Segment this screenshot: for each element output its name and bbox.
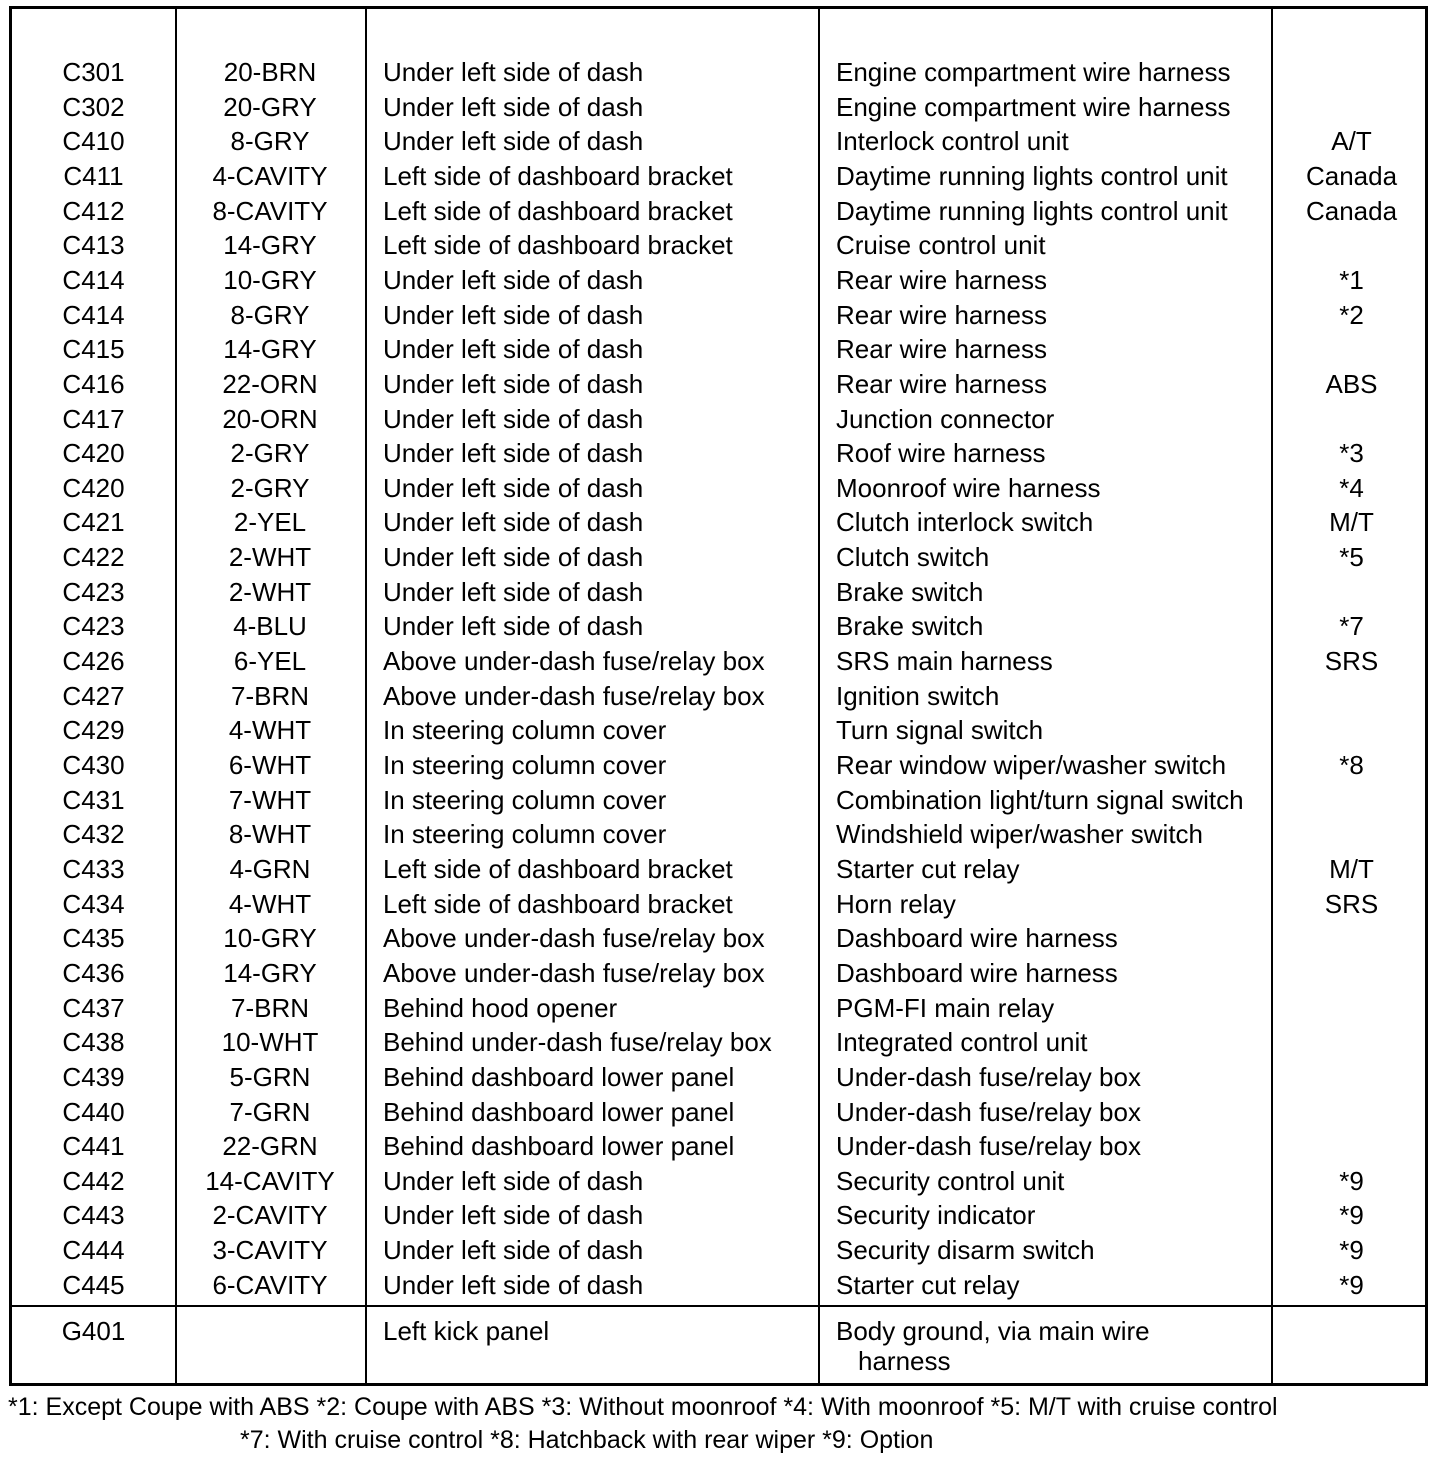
note: *7 [1339, 611, 1364, 641]
location: In steering column cover [383, 819, 667, 849]
connects-to: Turn signal switch [836, 715, 1044, 745]
connects-to: Under-dash fuse/relay box [836, 1097, 1141, 1127]
connects-to: Cruise control unit [836, 230, 1046, 260]
connects-to: Ignition switch [836, 681, 1000, 711]
wire-spec: 10-GRY [223, 265, 317, 295]
connects-to: Security control unit [836, 1166, 1065, 1196]
wire-spec: 22-GRN [222, 1131, 318, 1161]
location: Under left side of dash [383, 300, 644, 330]
connects-to: Rear wire harness [836, 265, 1047, 295]
wire-spec: 8-WHT [228, 819, 312, 849]
location: Left side of dashboard bracket [383, 196, 733, 226]
wire-spec: 2-WHT [228, 577, 312, 607]
connector-id: C416 [62, 369, 125, 399]
wire-spec: 20-ORN [222, 404, 318, 434]
wire-spec: 4-WHT [228, 715, 312, 745]
connects-to: Security disarm switch [836, 1235, 1095, 1265]
note: *2 [1339, 300, 1364, 330]
wire-spec: 4-WHT [228, 889, 312, 919]
location: Under left side of dash [383, 542, 644, 572]
note: *1 [1339, 265, 1364, 295]
note: Canada [1305, 161, 1398, 191]
connector-id: C412 [62, 196, 125, 226]
connector-id: C415 [62, 334, 125, 364]
location: Under left side of dash [383, 507, 644, 537]
connects-to: Starter cut relay [836, 854, 1020, 884]
location: Under left side of dash [383, 404, 644, 434]
location: In steering column cover [383, 785, 667, 815]
connects-to: Roof wire harness [836, 438, 1046, 468]
wire-spec: 20-BRN [223, 57, 317, 87]
location: Under left side of dash [383, 57, 644, 87]
ground-description-line2: harness [858, 1346, 951, 1376]
connects-to: Rear wire harness [836, 369, 1047, 399]
note: ABS [1325, 369, 1378, 399]
connector-table [9, 6, 1428, 1386]
connector-id: C414 [62, 300, 125, 330]
location: Behind dashboard lower panel [383, 1097, 735, 1127]
location: Under left side of dash [383, 92, 644, 122]
location: Above under-dash fuse/relay box [383, 681, 765, 711]
wire-spec: 4-CAVITY [212, 161, 328, 191]
connector-id: C427 [62, 681, 125, 711]
location: Left side of dashboard bracket [383, 161, 733, 191]
connector-id: C435 [62, 923, 125, 953]
location: Left side of dashboard bracket [383, 889, 733, 919]
wire-spec: 8-CAVITY [212, 196, 328, 226]
connects-to: Under-dash fuse/relay box [836, 1062, 1141, 1092]
location: Under left side of dash [383, 334, 644, 364]
location: Left side of dashboard bracket [383, 854, 733, 884]
wire-spec: 2-WHT [228, 542, 312, 572]
location: Behind under-dash fuse/relay box [383, 1027, 772, 1057]
connects-to: Junction connector [836, 404, 1055, 434]
connects-to: Engine compartment wire harness [836, 57, 1231, 87]
connector-id: C439 [62, 1062, 125, 1092]
connector-id: C413 [62, 230, 125, 260]
connector-id: C434 [62, 889, 125, 919]
wire-spec: 4-BLU [233, 611, 307, 641]
wire-spec: 14-GRY [223, 958, 317, 988]
wire-spec: 5-GRN [229, 1062, 311, 1092]
location: Above under-dash fuse/relay box [383, 923, 765, 953]
footnote-line-1: *1: Except Coupe with ABS *2: Coupe with ABS *3: Without moonroof *4: With moonroof *5: M/T with cruise control [8, 1393, 1278, 1421]
column-divider-3 [818, 9, 820, 1383]
connects-to: Starter cut relay [836, 1270, 1020, 1300]
location: Behind dashboard lower panel [383, 1062, 735, 1092]
wire-spec: 2-GRY [230, 473, 310, 503]
wire-spec: 2-YEL [233, 507, 307, 537]
wire-spec: 6-CAVITY [212, 1270, 328, 1300]
connects-to: Rear window wiper/washer switch [836, 750, 1227, 780]
connector-id: C441 [62, 1131, 125, 1161]
location: Behind dashboard lower panel [383, 1131, 735, 1161]
connects-to: Moonroof wire harness [836, 473, 1101, 503]
note: *3 [1339, 438, 1364, 468]
connector-id: C417 [62, 404, 125, 434]
connects-to: Under-dash fuse/relay box [836, 1131, 1141, 1161]
connector-id: C422 [62, 542, 125, 572]
connects-to: Security indicator [836, 1200, 1036, 1230]
location: Under left side of dash [383, 1270, 644, 1300]
connector-id: C440 [62, 1097, 125, 1127]
connector-id: C430 [62, 750, 125, 780]
location: Above under-dash fuse/relay box [383, 646, 765, 676]
note: SRS [1324, 646, 1379, 676]
location: In steering column cover [383, 750, 667, 780]
connects-to: Rear wire harness [836, 334, 1047, 364]
connector-id: C420 [62, 438, 125, 468]
location: Under left side of dash [383, 438, 644, 468]
connector-id: C436 [62, 958, 125, 988]
footnote-line-2: *7: With cruise control *8: Hatchback with rear wiper *9: Option [240, 1426, 934, 1454]
connector-id: C431 [62, 785, 125, 815]
connects-to: Rear wire harness [836, 300, 1047, 330]
ground-row-divider [12, 1305, 1425, 1307]
ground-description [836, 1316, 1266, 1376]
wire-spec: 2-CAVITY [212, 1200, 328, 1230]
connects-to: Brake switch [836, 577, 984, 607]
connects-to: SRS main harness [836, 646, 1053, 676]
wire-spec: 14-GRY [223, 230, 317, 260]
connector-id: C444 [62, 1235, 125, 1265]
wire-spec: 7-BRN [230, 681, 309, 711]
note: M/T [1329, 854, 1374, 884]
note: SRS [1324, 889, 1379, 919]
wire-spec: 8-GRY [230, 126, 310, 156]
ground-connector-id: G401 [61, 1316, 126, 1346]
ground-location: Left kick panel [383, 1316, 550, 1346]
note: *9 [1339, 1270, 1364, 1300]
wire-spec: 14-GRY [223, 334, 317, 364]
wire-spec: 4-GRN [229, 854, 311, 884]
connector-id: C433 [62, 854, 125, 884]
connects-to: Daytime running lights control unit [836, 196, 1228, 226]
column-divider-4 [1271, 9, 1273, 1383]
wire-spec: 8-GRY [230, 300, 310, 330]
connector-id: C432 [62, 819, 125, 849]
wire-spec: 7-BRN [230, 993, 309, 1023]
connects-to: Dashboard wire harness [836, 923, 1118, 953]
wire-spec: 7-GRN [229, 1097, 311, 1127]
wire-spec: 10-GRY [223, 923, 317, 953]
wire-spec: 6-YEL [233, 646, 307, 676]
connects-to: Interlock control unit [836, 126, 1069, 156]
connector-id: C420 [62, 473, 125, 503]
ground-description-line1: Body ground, via main wire [836, 1316, 1150, 1346]
column-divider-2 [365, 9, 367, 1383]
wire-spec: 3-CAVITY [212, 1235, 328, 1265]
note: Canada [1305, 196, 1398, 226]
note: *9 [1339, 1166, 1364, 1196]
location: Under left side of dash [383, 577, 644, 607]
location: Under left side of dash [383, 1200, 644, 1230]
wire-spec: 10-WHT [221, 1027, 319, 1057]
connector-id: C301 [62, 57, 125, 87]
connector-id: C423 [62, 611, 125, 641]
connector-id: C414 [62, 265, 125, 295]
location: Under left side of dash [383, 473, 644, 503]
note: *4 [1339, 473, 1364, 503]
connects-to: Clutch interlock switch [836, 507, 1094, 537]
wire-spec: 6-WHT [228, 750, 312, 780]
connector-id: C426 [62, 646, 125, 676]
connector-id: C437 [62, 993, 125, 1023]
connects-to: Horn relay [836, 889, 956, 919]
connects-to: PGM-FI main relay [836, 993, 1055, 1023]
location: Under left side of dash [383, 1235, 644, 1265]
connector-id: C438 [62, 1027, 125, 1057]
connects-to: Combination light/turn signal switch [836, 785, 1244, 815]
location: Under left side of dash [383, 1166, 644, 1196]
note: *9 [1339, 1235, 1364, 1265]
location: Under left side of dash [383, 126, 644, 156]
wire-spec: 22-ORN [222, 369, 318, 399]
connector-id: C410 [62, 126, 125, 156]
location: Left side of dashboard bracket [383, 230, 733, 260]
wire-spec: 14-CAVITY [205, 1166, 335, 1196]
connects-to: Windshield wiper/washer switch [836, 819, 1204, 849]
connects-to: Dashboard wire harness [836, 958, 1118, 988]
note: *9 [1339, 1200, 1364, 1230]
note: *5 [1339, 542, 1364, 572]
note: A/T [1331, 126, 1372, 156]
note: M/T [1329, 507, 1374, 537]
wire-spec: 20-GRY [223, 92, 317, 122]
connects-to: Clutch switch [836, 542, 990, 572]
connector-id: C429 [62, 715, 125, 745]
note: *8 [1339, 750, 1364, 780]
wire-spec: 7-WHT [228, 785, 312, 815]
location: Under left side of dash [383, 265, 644, 295]
location: In steering column cover [383, 715, 667, 745]
connector-id: C423 [62, 577, 125, 607]
location: Behind hood opener [383, 993, 618, 1023]
connector-id: C445 [62, 1270, 125, 1300]
connector-id: C421 [62, 507, 125, 537]
connector-id: C443 [62, 1200, 125, 1230]
connects-to: Integrated control unit [836, 1027, 1088, 1057]
location: Under left side of dash [383, 611, 644, 641]
connects-to: Brake switch [836, 611, 984, 641]
connector-id: C411 [63, 161, 124, 191]
connects-to: Engine compartment wire harness [836, 92, 1231, 122]
connector-id: C302 [62, 92, 125, 122]
wire-spec: 2-GRY [230, 438, 310, 468]
location: Under left side of dash [383, 369, 644, 399]
connector-id: C442 [62, 1166, 125, 1196]
connects-to: Daytime running lights control unit [836, 161, 1228, 191]
location: Above under-dash fuse/relay box [383, 958, 765, 988]
